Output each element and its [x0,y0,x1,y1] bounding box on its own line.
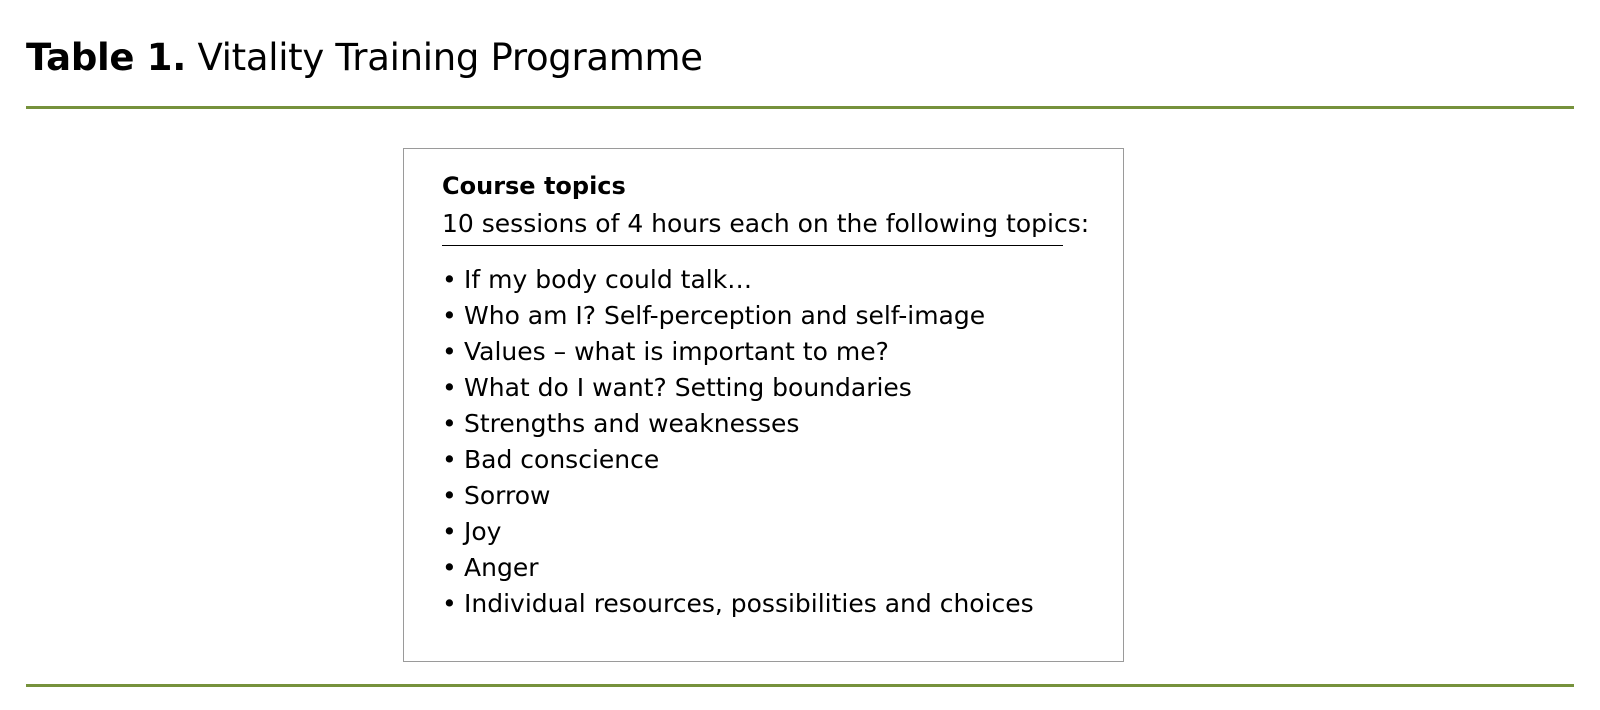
topic-text: What do I want? Setting boundaries [464,373,912,402]
bullet-icon: • [442,517,457,546]
bullet-icon: • [442,445,457,474]
list-item [442,442,1034,478]
list-item [442,298,1034,334]
topic-text: Strengths and weaknesses [464,409,800,438]
bullet-icon: • [442,337,457,366]
topic-text: Sorrow [464,481,551,510]
bullet-icon: • [442,481,457,510]
top-divider [26,106,1574,109]
list-item [442,370,1034,406]
topic-text: Joy [464,517,502,546]
list-item [442,514,1034,550]
course-topics-subheading: 10 sessions of 4 hours each on the following topics: [442,208,1063,246]
table-name: Vitality Training Programme [197,36,703,79]
list-item [442,550,1034,586]
list-item [442,478,1034,514]
bullet-icon: • [442,409,457,438]
bullet-icon: • [442,589,457,618]
topic-text: If my body could talk… [464,265,753,294]
list-item [442,406,1034,442]
table-title [26,36,703,80]
topic-text: Who am I? Self-perception and self-image [464,301,986,330]
bottom-divider [26,684,1574,687]
bullet-icon: • [442,553,457,582]
topic-text: Anger [464,553,539,582]
list-item [442,334,1034,370]
list-item [442,262,1034,298]
course-topics-box [403,148,1124,662]
bullet-icon: • [442,301,457,330]
topic-text: Values – what is important to me? [464,337,889,366]
bullet-icon: • [442,373,457,402]
list-item [442,586,1034,622]
bullet-icon: • [442,265,457,294]
topic-text: Individual resources, possibilities and choices [464,589,1034,618]
topic-list [442,262,1034,622]
table-label: Table 1. [26,36,186,79]
course-topics-heading: Course topics [442,172,626,200]
topic-text: Bad conscience [464,445,660,474]
